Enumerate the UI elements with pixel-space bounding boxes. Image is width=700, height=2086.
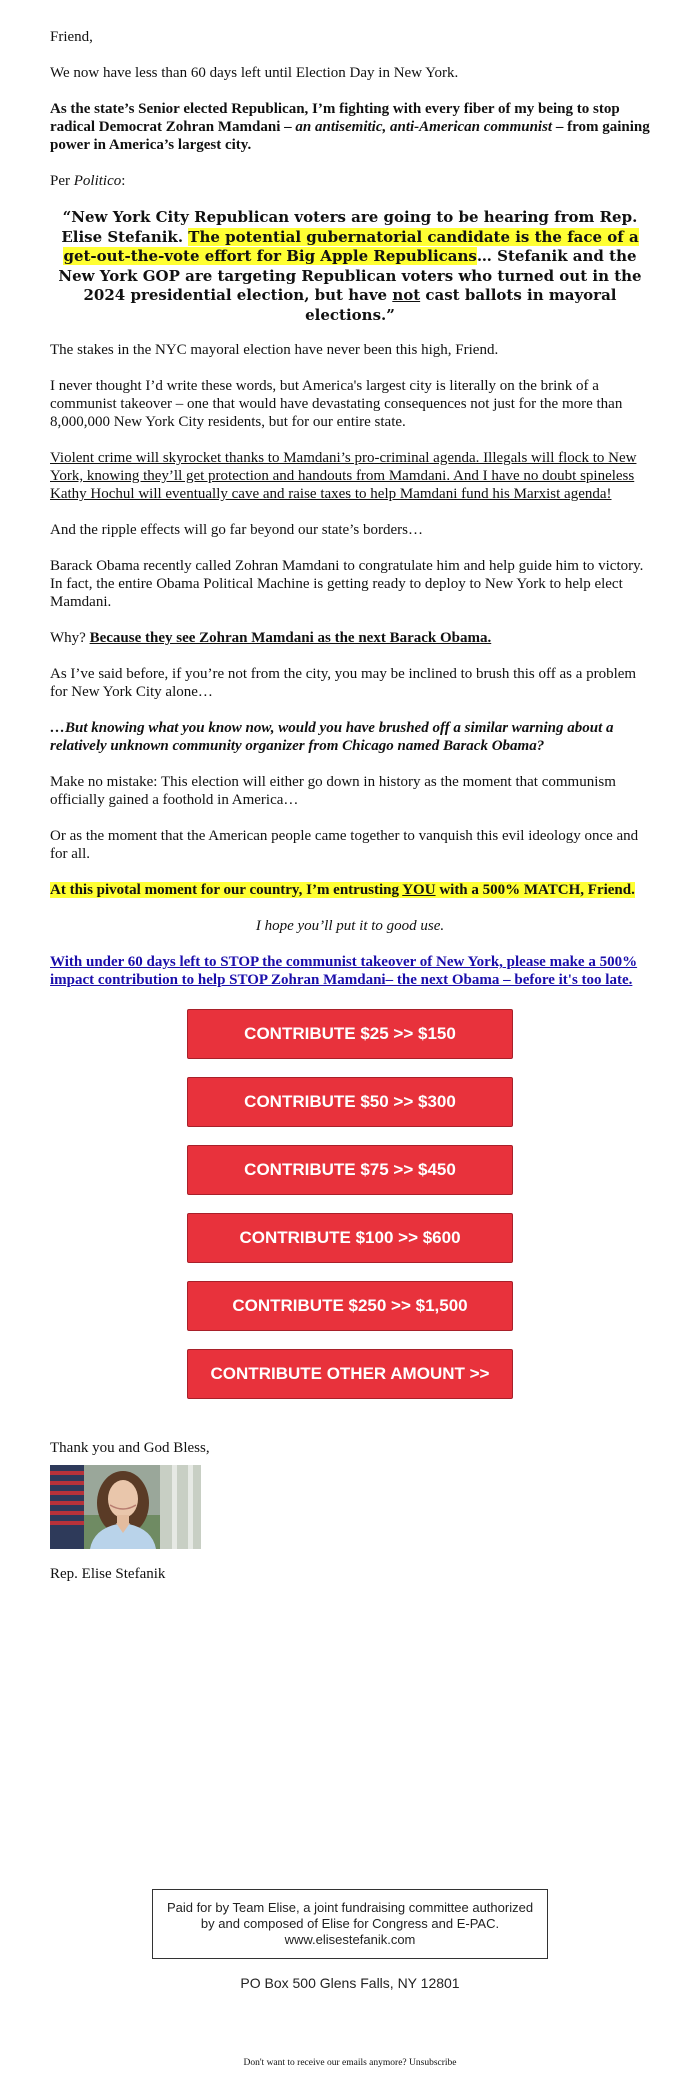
paragraph-per-politico: Per Politico: — [50, 173, 126, 189]
paragraph-crime: Violent crime will skyrocket thanks to Mamdani’s pro-criminal agenda. Illegals will flock to New York, knowing they’ll get protection and handouts from Mamdani. And I have no doubt spineless Kathy Hochul will eventually cave and raise taxes to help Mamdani fund his Marxist agenda! — [50, 450, 637, 502]
unsubscribe-link[interactable]: Don't want to receive our emails anymore? Unsubscribe — [243, 2058, 457, 2068]
paragraph-make-no-mistake: Make no mistake: This election will either go down in history as the moment that communism officially gained a foothold in America… — [50, 774, 616, 808]
contribute-75-button[interactable]: CONTRIBUTE $75 >> $450 — [187, 1145, 513, 1195]
paragraph-cta — [50, 953, 650, 989]
signature: Rep. Elise Stefanik — [50, 1566, 166, 1582]
contribution-link[interactable]: With under 60 days left to STOP the communist takeover of New York, please make a 500% impact contribution to help STOP Zohran Mamdani– the next Obama – before it's too late. — [50, 954, 638, 988]
contribute-other-button[interactable]: CONTRIBUTE OTHER AMOUNT >> — [187, 1349, 513, 1399]
mailing-address: PO Box 500 Glens Falls, NY 12801 — [240, 1975, 460, 1991]
paragraph-why: Why? Because they see Zohran Mamdani as the next Barack Obama. — [50, 630, 492, 646]
paragraph-vanquish: Or as the moment that the American people came together to vanquish this evil ideology once and for all. — [50, 828, 639, 862]
politico-quote: “New York City Republican voters are going to be hearing from Rep. Elise Stefanik. The potential gubernatorial candidate is the face of a get-out-the-vote effort for Big Apple Republicans… Stefanik and the New York GOP are targeting Republican voters who turned out in the 2024 presidential election, but have not cast ballots in mayoral elections.” — [58, 208, 642, 324]
contribute-25-button[interactable]: CONTRIBUTE $25 >> $150 — [187, 1009, 513, 1059]
paragraph-brush-off: As I’ve said before, if you’re not from the city, you may be inclined to brush this off as a problem for New York City alone… — [50, 666, 637, 700]
contribute-250-button[interactable]: CONTRIBUTE $250 >> $1,500 — [187, 1281, 513, 1331]
contribution-buttons — [50, 1007, 650, 1399]
contribute-100-button[interactable]: CONTRIBUTE $100 >> $600 — [187, 1213, 513, 1263]
greeting: Friend, — [50, 29, 93, 45]
contribute-50-button[interactable]: CONTRIBUTE $50 >> $300 — [187, 1077, 513, 1127]
paragraph-good-use: I hope you’ll put it to good use. — [255, 918, 445, 934]
paid-for-disclaimer: Paid for by Team Elise, a joint fundraising committee authorized by and composed of Elise for Congress and E-PAC. www.elisestefanik.com — [152, 1889, 548, 1959]
paragraph-takeover: I never thought I’d write these words, but America's largest city is literally on the brink of a communist takeover – one that would have devastating consequences not just for the more than 8,000,000 New York City residents, but for our entire state. — [50, 378, 623, 430]
paragraph-match: At this pivotal moment for our country, I’m entrusting YOU with a 500% MATCH, Friend. — [50, 882, 635, 898]
paragraph-ripple: And the ripple effects will go far beyond our state’s borders… — [50, 522, 423, 538]
paragraph-warning: …But knowing what you know now, would you have brushed off a similar warning about a relatively unknown community organizer from Chicago named Barack Obama? — [50, 720, 614, 754]
paragraph-fighting: As the state’s Senior elected Republican, I’m fighting with every fiber of my being to stop radical Democrat Zohran Mamdani – an antisemitic, anti-American communist – from gaining power in America’s largest city. — [50, 101, 650, 153]
source-name: Politico — [73, 173, 122, 189]
paragraph-obama-call: Barack Obama recently called Zohran Mamdani to congratulate him and help guide him to victory. In fact, the entire Obama Political Machine is getting ready to deploy to New York to help elect Mamdani. — [50, 558, 644, 610]
signoff: Thank you and God Bless, — [50, 1440, 210, 1456]
email-body — [50, 28, 650, 1601]
paragraph-days-left: We now have less than 60 days left until Election Day in New York. — [50, 65, 459, 81]
portrait-photo — [50, 1465, 201, 1549]
highlighted-quote: The potential gubernatorial candidate is the face of a get-out-the-vote effort for Big Apple Republicans — [63, 227, 639, 265]
paragraph-stakes: The stakes in the NYC mayoral election have never been this high, Friend. — [50, 342, 499, 358]
